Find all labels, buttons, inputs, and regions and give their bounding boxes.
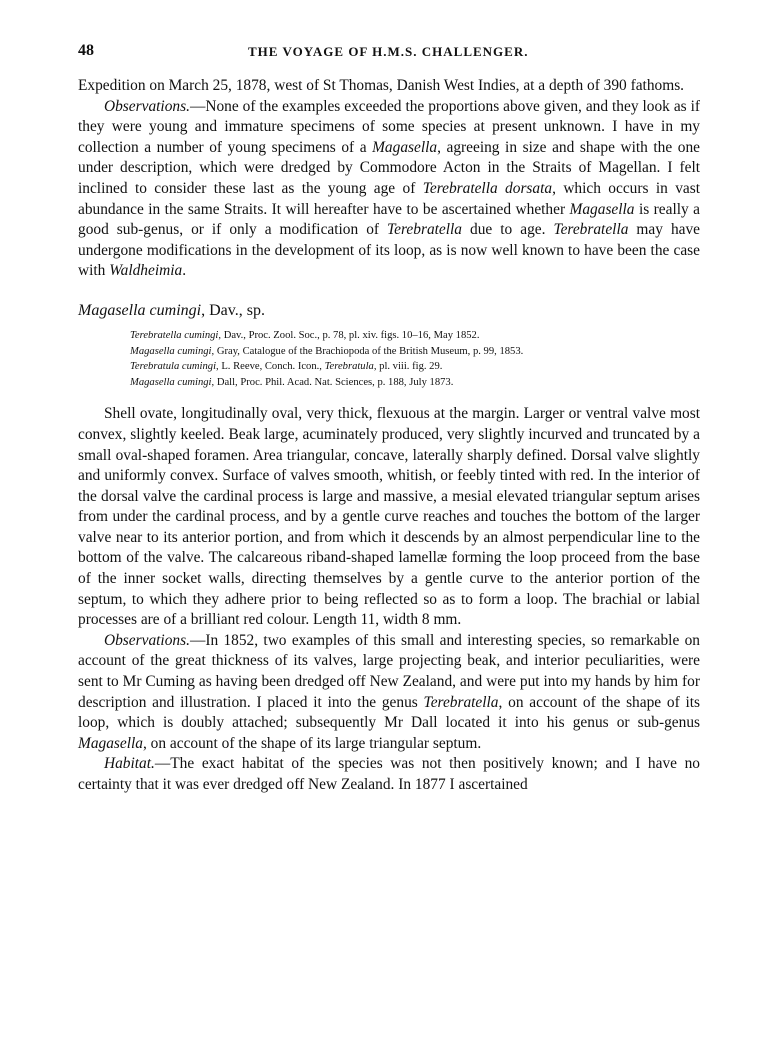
synonymy-entry: Terebratula cumingi, L. Reeve, Conch. Icon., Terebratula, pl. viii. fig. 29. [130,361,443,373]
intro-paragraph: Expedition on March 25, 1878, west of St Thomas, Danish West Indies, at a depth of 390 fathoms. [78,77,685,94]
running-title: THE VOYAGE OF H.M.S. CHALLENGER. [248,44,529,59]
synonymy-entry: Magasella cumingi, Gray, Catalogue of the Brachiopoda of the British Museum, p. 99, 1853. [130,345,524,357]
synonymy-entry: Terebratella cumingi, Dav., Proc. Zool. Soc., p. 78, pl. xiv. figs. 10–16, May 1852. [130,329,480,341]
species-name: Magasella cumingi [78,301,202,319]
habitat-paragraph: Habitat.—The exact habitat of the species was not then positively known; and I have no certainty that it was ever dredged off New Zealand. In 1877 I ascertained [78,755,700,793]
description-paragraph: Shell ovate, longitudinally oval, very thick, flexuous at the margin. Larger or ventral valve most convex, slightly keeled. Beak large, acuminately produced, very slightly incurved and truncated by a small oval-shaped foramen. Area triangular, concave, laterally sharply defined. Dorsal valve slightly and uniformly convex. Surface of valves smooth, whitish, or feebly tinted with red. In the interior of the dorsal valve the cardinal process is large and massive, a mesial elevated triangular septum arises from under the cardinal process, and by a gentle curve reaches and touches the bottom of the larger valve near to its anterior portion, and from which it descends by an almost perpendicular line to the bottom of the valve. The calcareous riband-shaped lamellæ forming the loop proceed from the base of the inner socket walls, directing themselves by a gentle curve to the anterior portion of the septum, to which they adhere prior to being reflected so as to form a loop. The brachial or labial processes are of a brilliant red colour. Length 11, width 8 mm. [78,405,700,629]
observations-lead: Observations. [104,97,190,115]
species-heading [78,300,700,322]
body-text [78,76,700,796]
section-gap [78,282,700,300]
observations-paragraph-1: Observations.—None of the examples exceeded the proportions above given, and they look as if they were young and immature specimens of some species at present unknown. I have in my collection a number of young specimens of a Magasella, agreeing in size and shape with the one under description, which were dredged by Commodore Acton in the Straits of Magellan. I felt inclined to consider these last as the young age of Terebratella dorsata, which occurs in vast abundance in the same Straits. It will hereafter have to be ascertained whether Magasella is really a good sub-genus, or if only a modification of Terebratella due to age. Terebratella may have undergone modifications in the development of its loop, as is now well known to have been the case with Waldheimia. [78,97,700,280]
synonymy-list [130,328,700,390]
page-header [78,42,698,66]
page-number: 48 [78,42,94,59]
species-author: , Dav., sp. [201,301,265,319]
observations-paragraph-2: Observations.—In 1852, two examples of this small and interesting species, so remarkable on account of the great thickness of its valves, large projecting beak, and interior peculiarities, were sent to Mr Cuming as having been dredged off New Zealand, and were put into my hands by him for description and illustration. I placed it into the genus Terebratella, on account of the shape of its loop, which is doubly attached; subsequently Mr Dall located it into his genus or sub-genus Magasella, on account of the shape of its large triangular septum. [78,631,701,752]
synonymy-entry: Magasella cumingi, Dall, Proc. Phil. Acad. Nat. Sciences, p. 188, July 1873. [130,376,454,388]
observations-lead: Observations. [104,631,190,649]
habitat-lead: Habitat. [104,755,155,773]
